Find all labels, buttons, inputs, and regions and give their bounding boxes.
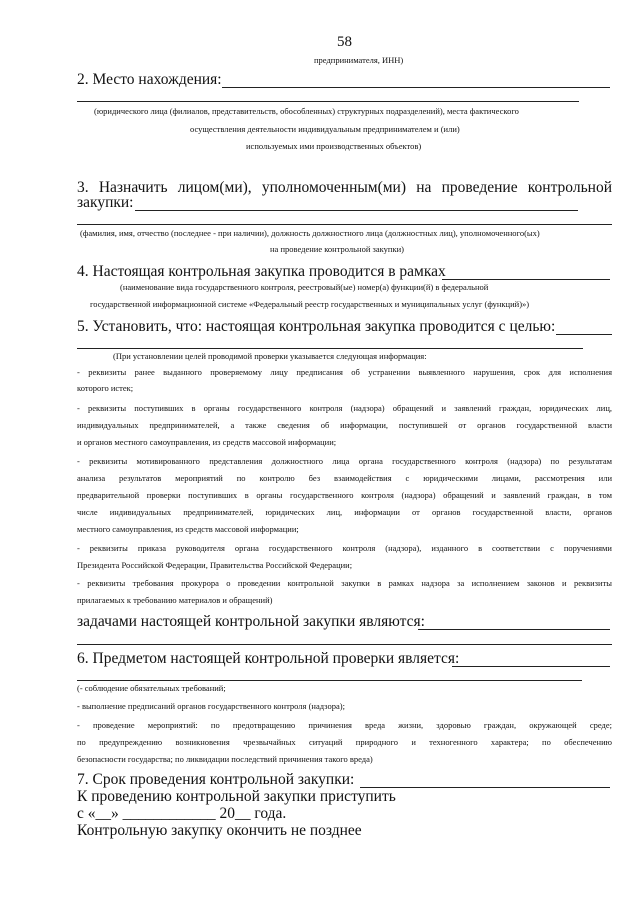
s2-caption-2: осуществления деятельности индивидуальным предпринимателем и (или) [190,124,460,134]
s6-fill-line-1 [452,666,610,667]
s6-note-line: - проведение мероприятий: по предотвращению причинения вреда жизни, здоровью граждан, окружающей среде; [77,720,612,730]
s5-note-line: прилагаемых к требованию материалов и обращений) [77,595,273,605]
s4-label: 4. Настоящая контрольная закупка проводится в рамках [77,263,446,280]
s4-caption-1: (наименование вида государственного контроля, реестровый(ые) номер(а) функции(й) в федеральной [120,282,489,292]
s5-note-line: - реквизиты мотивированного представления должностного лица органа государственного контроля (надзора) по результатам [77,456,612,466]
s4-caption-2: государственной информационной системе «Федеральный реестр государственных и муниципальных услуг (функций)») [90,299,530,309]
s3-line-2: закупки: [77,194,134,211]
s5-note-line: числе индивидуальных предпринимателей, юридических лиц, информации от органов государственной власти, органов [77,507,612,517]
s5-note-line: местного самоуправления, из средств массовой информации; [77,524,299,534]
s5-note-line: предварительной проверки поступивших в органы государственного контроля (надзора) обращений и заявлений граждан, в том [77,490,612,500]
s6-label: 6. Предметом настоящей контрольной проверки является: [77,650,460,667]
s6-fill-line-2 [77,680,582,681]
s7-start-label: К проведению контрольной закупки приступить [77,788,396,805]
s5-note-line: индивидуальных предпринимателей, а также сведения об информации, поступившей от органов государственной власти [77,420,612,430]
s5-tasks-fill-line-2 [77,644,612,645]
s5-fill-line-1 [556,334,612,335]
s7-date-line: с «__» ____________ 20__ года. [77,805,287,822]
header-fragment: предпринимателя, ИНН) [314,55,404,65]
s5-note-line: которого истек; [77,383,134,393]
s6-note-line: по предупреждению возникновения чрезвычайных ситуаций природного и техногенного характера; по обеспечению [77,737,612,747]
s5-note-line: Президента Российской Федерации, Правительства Российской Федерации; [77,560,353,570]
s3-caption-2: на проведение контрольной закупки) [270,244,404,254]
s5-note-line: и органов местного самоуправления, из средств массовой информации; [77,437,337,447]
s7-label: 7. Срок проведения контрольной закупки: [77,771,355,788]
s5-note-line: - реквизиты приказа руководителя органа государственного контроля (надзора), изданного в соответствии с поручениями [77,543,612,553]
s3-line-1: 3. Назначить лицом(ми), уполномоченным(ми) на проведение контрольной [77,179,612,196]
s5-note-line: - реквизиты требования прокурора о проведении контрольной закупки в рамках надзора за исполнением законов и реквизиты [77,578,612,588]
s7-fill-line [360,787,610,788]
s6-note-line: (- соблюдение обязательных требований; [77,683,226,693]
s2-fill-line-1 [222,87,610,88]
s5-note-intro: (При установлении целей проводимой проверки указывается следующая информация: [113,351,427,361]
s5-note-line: - реквизиты поступивших в органы государственного контроля (надзора) обращений и заявлений граждан, юридических лиц, [77,403,612,413]
s5-note-line: - реквизиты ранее выданного проверяемому лицу предписания об устранении выявленного нарушения, срок для исполнения [77,367,612,377]
s5-label: 5. Установить, что: настоящая контрольная закупка проводится с целью: [77,318,556,335]
s3-fill-line-1 [135,210,578,211]
page-number: 58 [337,34,352,50]
s2-label: 2. Место нахождения: [77,71,222,88]
s5-note-line: анализа результатов мероприятий по контролю без взаимодействия с юридическими лицами, рассмотрения или [77,473,612,483]
s5-tasks-fill-line-1 [418,629,610,630]
s5-fill-line-2 [77,348,583,349]
s5-tasks-label: задачами настоящей контрольной закупки являются: [77,613,425,630]
s6-note-line: - выполнение предписаний органов государственного контроля (надзора); [77,701,345,711]
s6-note-line: безопасности государства; по ликвидации последствий причинения такого вреда) [77,754,373,764]
s3-fill-line-2 [77,224,612,225]
s2-caption-3: используемых ими производственных объектов) [246,141,422,151]
s3-caption-1: (фамилия, имя, отчество (последнее - при наличии), должность должностного лица (должностных лиц), уполномоченного(ых) [80,228,540,238]
s4-fill-line [442,279,610,280]
s2-fill-line-2 [77,101,579,102]
s2-caption-1: (юридического лица (филиалов, представительств, обособленных) структурных подразделений), места фактического [94,106,519,116]
s7-end-label: Контрольную закупку окончить не позднее [77,822,362,839]
